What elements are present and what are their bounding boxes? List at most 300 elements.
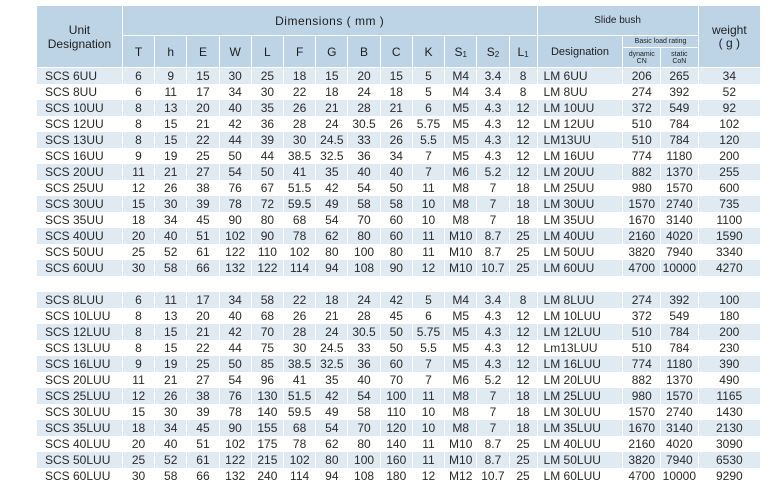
value-cell: 8 [123, 324, 155, 340]
table-row [37, 292, 761, 308]
value-cell: 11 [155, 292, 187, 308]
value-cell: 80 [316, 244, 348, 260]
value-cell: 7 [477, 404, 509, 420]
value-cell: 108 [348, 260, 380, 276]
value-cell: 5.2 [477, 164, 509, 180]
value-cell: 61 [187, 452, 219, 468]
value-cell: 18 [510, 388, 538, 404]
value-cell: 12 [123, 388, 155, 404]
value-cell: 50 [220, 356, 252, 372]
value-cell: 1370 [661, 164, 699, 180]
value-cell: 20 [187, 100, 219, 116]
value-cell: 10000 [661, 468, 699, 484]
value-cell: 19 [155, 356, 187, 372]
value-cell: 36 [252, 116, 284, 132]
col-s2-header: $S_2$ [477, 36, 509, 68]
table-row [37, 356, 761, 372]
unit-designation-cell: SCS 30UU [37, 196, 123, 212]
value-cell: 12 [413, 260, 445, 276]
bush-designation-cell: LM 12UU [538, 116, 624, 132]
value-cell: 140 [252, 404, 284, 420]
value-cell: 110 [252, 244, 284, 260]
value-cell: 15 [155, 324, 187, 340]
col-t-header: T [123, 36, 155, 68]
value-cell: 980 [623, 388, 661, 404]
value-cell: M8 [445, 196, 477, 212]
unit-designation-cell: SCS 12UU [37, 116, 123, 132]
value-cell: 122 [220, 244, 252, 260]
value-cell: 80 [348, 436, 380, 452]
value-cell: 25 [123, 452, 155, 468]
value-cell: 59.5 [284, 404, 316, 420]
value-cell: 21 [187, 324, 219, 340]
value-cell: 78 [220, 404, 252, 420]
value-cell: 24 [348, 292, 380, 308]
value-cell: 18 [123, 212, 155, 228]
value-cell: 18 [510, 404, 538, 420]
value-cell: 3.4 [477, 292, 509, 308]
value-cell: 130 [252, 388, 284, 404]
value-cell: M10 [445, 436, 477, 452]
value-cell: 1570 [661, 180, 699, 196]
value-cell: 11 [413, 436, 445, 452]
value-cell: 45 [187, 212, 219, 228]
value-cell: 206 [623, 68, 661, 84]
value-cell: 2130 [699, 420, 761, 436]
value-cell: M4 [445, 84, 477, 100]
unit-designation-cell: SCS 8UU [37, 84, 123, 100]
value-cell: 4700 [623, 468, 661, 484]
value-cell: 4020 [661, 228, 699, 244]
table-body [37, 68, 761, 484]
unit-designation-cell: SCS 16UU [37, 148, 123, 164]
value-cell: 8.7 [477, 436, 509, 452]
value-cell: 70 [252, 324, 284, 340]
value-cell: 392 [661, 292, 699, 308]
table-header [37, 6, 761, 68]
value-cell: 12 [510, 356, 538, 372]
value-cell: 12 [510, 164, 538, 180]
value-cell: 215 [252, 452, 284, 468]
value-cell: 265 [661, 68, 699, 84]
value-cell: 50 [381, 180, 413, 196]
value-cell: 372 [623, 100, 661, 116]
value-cell: 25 [510, 228, 538, 244]
table-row [37, 84, 761, 100]
bush-designation-cell: LM 50UU [538, 244, 624, 260]
value-cell: 8 [510, 292, 538, 308]
value-cell: 52 [155, 244, 187, 260]
value-cell: 6530 [699, 452, 761, 468]
value-cell: 35 [316, 164, 348, 180]
value-cell: 1590 [699, 228, 761, 244]
value-cell: 2160 [623, 436, 661, 452]
bush-designation-cell: LM 6UU [538, 68, 624, 84]
value-cell: 33 [348, 132, 380, 148]
value-cell: 1370 [661, 372, 699, 388]
bush-designation-cell: LM 20LUU [538, 372, 624, 388]
value-cell: 39 [252, 132, 284, 148]
value-cell: 45 [187, 420, 219, 436]
col-e-header: E [187, 36, 219, 68]
value-cell: 132 [220, 260, 252, 276]
value-cell: 1570 [623, 404, 661, 420]
value-cell: 735 [699, 196, 761, 212]
value-cell: M5 [445, 308, 477, 324]
value-cell: 52 [155, 452, 187, 468]
value-cell: 8 [123, 116, 155, 132]
value-cell: 40 [220, 100, 252, 116]
value-cell: M6 [445, 164, 477, 180]
value-cell: 1670 [623, 420, 661, 436]
value-cell: 66 [187, 468, 219, 484]
slide-bush-header: Slide bush [538, 6, 699, 36]
value-cell: 27 [187, 164, 219, 180]
value-cell: 372 [623, 308, 661, 324]
value-cell: 22 [284, 292, 316, 308]
value-cell: 4.3 [477, 356, 509, 372]
value-cell: 78 [220, 196, 252, 212]
value-cell: M5 [445, 100, 477, 116]
table-row [37, 468, 761, 484]
bush-designation-cell: LM 16LUU [538, 356, 624, 372]
value-cell: 549 [661, 308, 699, 324]
value-cell: 32.5 [316, 148, 348, 164]
value-cell: 80 [348, 228, 380, 244]
value-cell: 21 [155, 164, 187, 180]
value-cell: 70 [348, 212, 380, 228]
bush-designation-cell: LM 10UU [538, 100, 624, 116]
value-cell: 40 [348, 164, 380, 180]
value-cell: 882 [623, 372, 661, 388]
table-row [37, 388, 761, 404]
table-row [37, 340, 761, 356]
value-cell: 882 [623, 164, 661, 180]
bush-designation-cell: LM 60UU [538, 260, 624, 276]
value-cell: 94 [316, 260, 348, 276]
value-cell: 36 [348, 148, 380, 164]
value-cell: 25 [510, 244, 538, 260]
value-cell: 96 [252, 372, 284, 388]
value-cell: 42 [381, 292, 413, 308]
value-cell: 120 [381, 420, 413, 436]
dimensions-header: Dimensions ( mm ) [123, 6, 538, 36]
value-cell: 22 [187, 340, 219, 356]
value-cell: 30 [284, 132, 316, 148]
value-cell: 58 [348, 404, 380, 420]
table-row [37, 164, 761, 180]
value-cell: 12 [510, 308, 538, 324]
table-row [37, 372, 761, 388]
value-cell: 85 [252, 356, 284, 372]
value-cell: 5.2 [477, 372, 509, 388]
value-cell: 102 [284, 244, 316, 260]
value-cell: 13 [155, 308, 187, 324]
col-k-header: K [413, 36, 445, 68]
weight-header: weight ( g ) [699, 6, 761, 68]
value-cell: 38 [187, 180, 219, 196]
value-cell: 784 [661, 116, 699, 132]
value-cell: M10 [445, 228, 477, 244]
value-cell: 8.7 [477, 452, 509, 468]
value-cell: 39 [187, 196, 219, 212]
value-cell: 6 [413, 308, 445, 324]
value-cell: 9 [123, 148, 155, 164]
value-cell: 600 [699, 180, 761, 196]
value-cell: M8 [445, 404, 477, 420]
unit-designation-cell: SCS 20LUU [37, 372, 123, 388]
value-cell: 9 [155, 68, 187, 84]
value-cell: 42 [316, 180, 348, 196]
value-cell: 4.3 [477, 132, 509, 148]
value-cell: 25 [510, 436, 538, 452]
value-cell: 11 [123, 372, 155, 388]
unit-designation-cell: SCS 12LUU [37, 324, 123, 340]
value-cell: 21 [381, 100, 413, 116]
value-cell: 21 [316, 100, 348, 116]
value-cell: 255 [699, 164, 761, 180]
value-cell: 7 [477, 388, 509, 404]
value-cell: 510 [623, 132, 661, 148]
value-cell: 50 [220, 148, 252, 164]
value-cell: 25 [510, 468, 538, 484]
unit-designation-cell: SCS 60UU [37, 260, 123, 276]
value-cell: 41 [284, 372, 316, 388]
table-row [37, 228, 761, 244]
value-cell: 28 [284, 324, 316, 340]
col-h-header: h [155, 36, 187, 68]
unit-designation-cell: SCS 6UU [37, 68, 123, 84]
value-cell: 90 [381, 260, 413, 276]
value-cell: 180 [699, 308, 761, 324]
value-cell: 40 [381, 164, 413, 180]
unit-designation-cell: SCS 40UU [37, 228, 123, 244]
bush-designation-cell: LM 12LUU [538, 324, 624, 340]
value-cell: 24.5 [316, 132, 348, 148]
value-cell: 68 [284, 420, 316, 436]
value-cell: 58 [155, 468, 187, 484]
value-cell: 11 [155, 84, 187, 100]
value-cell: 510 [623, 324, 661, 340]
value-cell: 102 [699, 116, 761, 132]
basic-load-rating-header: Basic load rating [623, 36, 698, 48]
value-cell: 490 [699, 372, 761, 388]
value-cell: 5.5 [413, 132, 445, 148]
value-cell: 17 [187, 292, 219, 308]
value-cell: 8 [510, 68, 538, 84]
col-l-header: L [252, 36, 284, 68]
value-cell: 20 [348, 68, 380, 84]
value-cell: 24 [316, 324, 348, 340]
bush-designation-cell: LM 35LUU [538, 420, 624, 436]
value-cell: 26 [155, 388, 187, 404]
value-cell: 30 [155, 196, 187, 212]
value-cell: 51.5 [284, 388, 316, 404]
table-row [37, 100, 761, 116]
value-cell: 62 [316, 228, 348, 244]
value-cell: 78 [284, 436, 316, 452]
bush-designation-cell: LM 40UU [538, 228, 624, 244]
value-cell: 4.3 [477, 148, 509, 164]
value-cell: 9 [123, 356, 155, 372]
value-cell: 10 [413, 212, 445, 228]
value-cell: 30 [252, 84, 284, 100]
value-cell: 76 [220, 180, 252, 196]
value-cell: 230 [699, 340, 761, 356]
value-cell: 26 [381, 116, 413, 132]
value-cell: 18 [510, 420, 538, 436]
value-cell: 39 [187, 404, 219, 420]
value-cell: 10000 [661, 260, 699, 276]
value-cell: 30 [123, 468, 155, 484]
value-cell: 5.75 [413, 116, 445, 132]
value-cell: 7 [413, 164, 445, 180]
value-cell: 980 [623, 180, 661, 196]
col-g-header: G [316, 36, 348, 68]
value-cell: 26 [381, 132, 413, 148]
value-cell: 7940 [661, 452, 699, 468]
value-cell: 784 [661, 324, 699, 340]
value-cell: 51 [187, 436, 219, 452]
static-load-header: static CoN [661, 48, 699, 68]
value-cell: 11 [413, 388, 445, 404]
value-cell: 200 [699, 148, 761, 164]
value-cell: 5.75 [413, 324, 445, 340]
value-cell: 58 [381, 196, 413, 212]
value-cell: 49 [316, 404, 348, 420]
table-row [37, 68, 761, 84]
value-cell: 8 [510, 84, 538, 100]
value-cell: 12 [510, 148, 538, 164]
value-cell: M6 [445, 372, 477, 388]
value-cell: 58 [348, 196, 380, 212]
value-cell: 7940 [661, 244, 699, 260]
unit-designation-cell: SCS 50LUU [37, 452, 123, 468]
value-cell: 51 [187, 228, 219, 244]
value-cell: 8.7 [477, 228, 509, 244]
table-row [37, 244, 761, 260]
value-cell: 38 [187, 388, 219, 404]
value-cell: 15 [155, 132, 187, 148]
value-cell: 67 [252, 180, 284, 196]
unit-designation-cell: SCS 50UU [37, 244, 123, 260]
value-cell: 80 [381, 244, 413, 260]
table-row [37, 420, 761, 436]
value-cell: 10.7 [477, 468, 509, 484]
value-cell: 160 [381, 452, 413, 468]
value-cell: 774 [623, 356, 661, 372]
value-cell: M5 [445, 340, 477, 356]
value-cell: 80 [252, 212, 284, 228]
unit-designation-cell: SCS 60LUU [37, 468, 123, 484]
value-cell: 12 [123, 180, 155, 196]
value-cell: 94 [316, 468, 348, 484]
value-cell: 38.5 [284, 356, 316, 372]
value-cell: 13 [155, 100, 187, 116]
value-cell: 54 [220, 164, 252, 180]
value-cell: 27 [187, 372, 219, 388]
bush-designation-cell: LM 8UU [538, 84, 624, 100]
value-cell: 17 [187, 84, 219, 100]
value-cell: 44 [220, 132, 252, 148]
value-cell: 50 [381, 340, 413, 356]
table-row [37, 324, 761, 340]
value-cell: 15 [381, 68, 413, 84]
value-cell: 34 [699, 68, 761, 84]
value-cell: 4020 [661, 436, 699, 452]
value-cell: 34 [220, 84, 252, 100]
value-cell: 34 [220, 292, 252, 308]
value-cell: 19 [155, 148, 187, 164]
table-row [37, 132, 761, 148]
value-cell: 25 [252, 68, 284, 84]
value-cell: M10 [445, 244, 477, 260]
value-cell: 114 [284, 468, 316, 484]
value-cell: 15 [123, 196, 155, 212]
value-cell: 3140 [661, 212, 699, 228]
value-cell: 11 [123, 164, 155, 180]
value-cell: 8.7 [477, 244, 509, 260]
value-cell: 21 [155, 372, 187, 388]
value-cell: 12 [510, 100, 538, 116]
value-cell: 122 [220, 452, 252, 468]
value-cell: 44 [252, 148, 284, 164]
value-cell: 510 [623, 340, 661, 356]
table-row [37, 452, 761, 468]
value-cell: 4.3 [477, 324, 509, 340]
value-cell: 15 [316, 68, 348, 84]
unit-designation-cell: SCS 20UU [37, 164, 123, 180]
value-cell: 49 [316, 196, 348, 212]
value-cell: 12 [510, 340, 538, 356]
value-cell: M12 [445, 468, 477, 484]
value-cell: 90 [220, 420, 252, 436]
value-cell: 54 [316, 420, 348, 436]
value-cell: M5 [445, 148, 477, 164]
value-cell: 22 [187, 132, 219, 148]
value-cell: 30 [123, 260, 155, 276]
unit-designation-header: Unit Designation [37, 6, 123, 68]
value-cell: M8 [445, 420, 477, 436]
unit-designation-cell: SCS 13UU [37, 132, 123, 148]
value-cell: 15 [155, 340, 187, 356]
value-cell: 25 [187, 356, 219, 372]
value-cell: 11 [413, 452, 445, 468]
value-cell: 32.5 [316, 356, 348, 372]
value-cell: 108 [348, 468, 380, 484]
col-w-header: W [220, 36, 252, 68]
value-cell: 3.4 [477, 68, 509, 84]
value-cell: 6 [123, 84, 155, 100]
value-cell: 10.7 [477, 260, 509, 276]
value-cell: 54 [316, 212, 348, 228]
table-row [37, 212, 761, 228]
value-cell: 1180 [661, 356, 699, 372]
bush-designation-cell: LM 16UU [538, 148, 624, 164]
value-cell: 100 [381, 388, 413, 404]
table-row [37, 436, 761, 452]
value-cell: 26 [155, 180, 187, 196]
bush-designation-cell: LM 40LUU [538, 436, 624, 452]
value-cell: 180 [381, 468, 413, 484]
value-cell: 52 [699, 84, 761, 100]
value-cell: 5 [413, 292, 445, 308]
table-row [37, 180, 761, 196]
value-cell: 18 [510, 212, 538, 228]
value-cell: 40 [220, 308, 252, 324]
value-cell: 45 [381, 308, 413, 324]
col-f-header: F [284, 36, 316, 68]
